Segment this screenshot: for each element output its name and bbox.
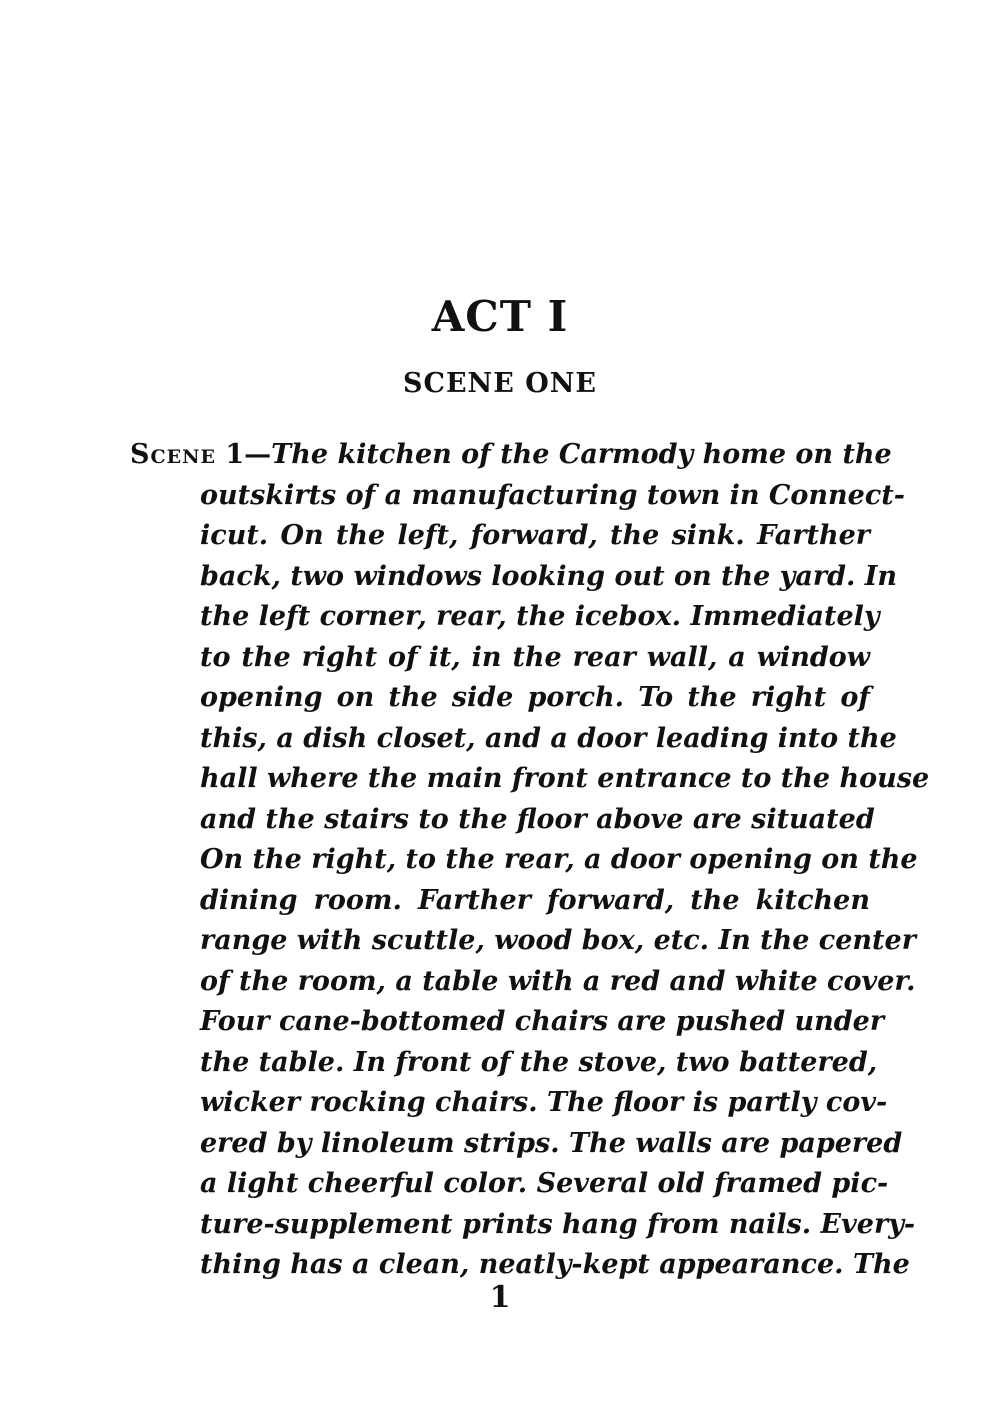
stage-direction-line: ered by linoleum strips. The walls are papered: [200, 1127, 903, 1159]
stage-direction: [130, 435, 930, 1286]
stage-direction-line: thing has a clean, neatly-kept appearance. The: [200, 1249, 910, 1280]
stage-direction-line: opening on the side porch. To the right of: [200, 682, 870, 713]
stage-direction-line: range with scuttle, wood box, etc. In the center: [200, 925, 916, 956]
stage-direction-line: hall where the main front entrance to the house: [200, 763, 930, 794]
act-title: ACT I: [431, 292, 569, 341]
page-number: 1: [489, 1280, 511, 1315]
stage-direction-line: a light cheerful color. Several old framed pic-: [200, 1168, 889, 1199]
stage-direction-line: the left corner, rear, the icebox. Immediately: [200, 601, 880, 632]
stage-direction-line: ture-supplement prints hang from nails. Every-: [200, 1208, 916, 1240]
stage-direction-line: outskirts of a manufacturing town in Connect-: [200, 479, 905, 511]
stage-direction-line: of the room, a table with a red and white cover.: [200, 965, 916, 997]
scene-label: Scene: [130, 439, 216, 470]
scene-title: SCENE ONE: [402, 368, 597, 399]
stage-direction-line: icut. On the left, forward, the sink. Farther: [200, 520, 870, 551]
stage-direction-line: and the stairs to the floor above are situated: [200, 803, 875, 835]
stage-direction-line: this, a dish closet, and a door leading into the: [200, 722, 897, 754]
stage-direction-line: the table. In front of the stove, two battered,: [200, 1046, 878, 1078]
stage-direction-line: dining room. Farther forward, the kitchen: [200, 884, 870, 916]
stage-direction-line: wicker rocking chairs. The floor is partly cov-: [200, 1087, 888, 1118]
stage-direction-line: [130, 435, 892, 476]
stage-direction-line: to the right of it, in the rear wall, a window: [200, 641, 870, 673]
stage-direction-line: Four cane-bottomed chairs are pushed under: [200, 1006, 885, 1037]
stage-direction-line: back, two windows looking out on the yard. In: [200, 560, 898, 592]
stage-direction-text: The kitchen of the Carmody home on the: [271, 439, 892, 470]
stage-direction-line: On the right, to the rear, a door opening on the: [200, 844, 918, 875]
scene-number: 1—: [225, 439, 272, 470]
